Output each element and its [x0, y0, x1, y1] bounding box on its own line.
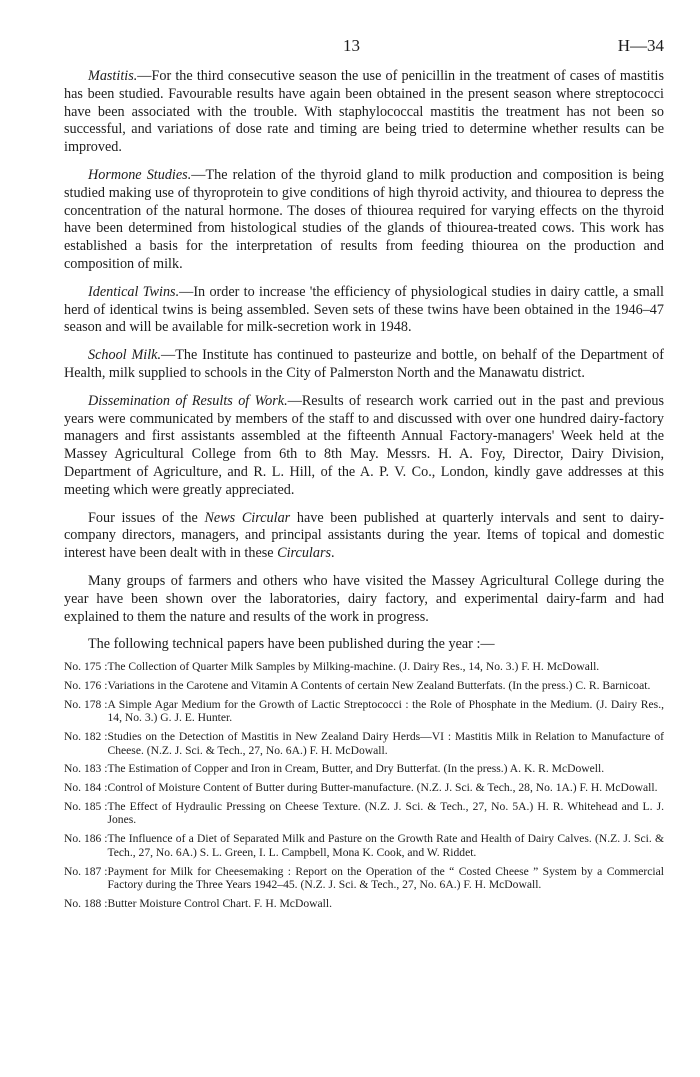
paper-citation: The Estimation of Copper and Iron in Cream, Butter, and Dry Butterfat. (In the press.) A. K. R. McDowell.	[107, 762, 605, 776]
paper-number: No. 175 :	[64, 660, 108, 674]
section-heading: Dissemination of Results of Work.	[88, 392, 288, 409]
list-item	[64, 762, 664, 776]
paper-citation: The Effect of Hydraulic Pressing on Cheese Texture. (N.Z. J. Sci. & Tech., 27, No. 5A.) H. R. Whitehead and L. J. Jones.	[107, 799, 664, 827]
paragraph-text: have been published at quarterly intervals and sent to dairy-company directors, managers, and principal assistants during the year. Items of topical and domestic interest have been dealt with in these	[64, 509, 664, 562]
paper-number: No. 176 :	[64, 678, 108, 692]
papers-list	[64, 660, 664, 911]
section-heading: School Milk.	[88, 347, 161, 364]
document-code: H—34	[617, 36, 664, 55]
paragraph-text: —For the third consecutive season the use of penicillin in the treatment of cases of mastitis has been studied. Favourable results have again been obtained in the present season where streptococci have been associated with the trouble. With staphylococcal mastitis the treatment has not been so successful, and variations of dose rate and timing are being tried to determine whether results can be improved.	[64, 68, 664, 156]
page-header	[64, 30, 664, 58]
paper-number: No. 182 :	[64, 729, 108, 743]
paper-number: No. 186 :	[64, 832, 108, 846]
publication-title: Circulars	[277, 545, 332, 562]
paper-number: No. 184 :	[64, 781, 108, 795]
list-item	[64, 897, 664, 911]
list-item	[64, 660, 664, 674]
list-item	[64, 730, 664, 757]
paper-citation: Payment for Milk for Cheesemaking : Report on the Operation of the “ Costed Cheese ” System by a Commercial Factory during the Three Years 1942–45. (N.Z. J. Sci. & Tech., 27, No. 6A.) F. H. McDowall.	[107, 864, 664, 892]
paper-citation: A Simple Agar Medium for the Growth of Lactic Streptococci : the Role of Phosphate in the Medium. (J. Dairy Res., 14, No. 3.) G. J. E. Hunter.	[107, 697, 664, 725]
paragraph-hormone-studies	[64, 167, 664, 274]
paper-citation: Control of Moisture Content of Butter during Butter-manufacture. (N.Z. J. Sci. & Tech., 28, No. 1A.) F. H. McDowall.	[107, 781, 658, 795]
list-item	[64, 698, 664, 725]
paragraph-text: —Results of research work carried out in the past and previous years were communicated by members of the staff to and discussed with over one hundred dairy-factory managers and first assistants assembled at the fifteenth Annual Factory-managers' Week held at the Massey Agricultural College from 6th to 8th May. Messrs. H. A. Foy, Director, Dairy Division, Department of Agriculture, and R. L. Hill, of the A. P. V. Co., London, kindly gave addresses at this meeting which were greatly appreciated.	[64, 392, 664, 498]
list-item	[64, 781, 664, 795]
paragraph-text: —The relation of the thyroid gland to milk production and composition is being studied making use of thyroprotein to give conditions of high thyroid activity, and thiourea to depress the concentration of the natural hormone. The doses of thiourea required for varying effects on the thyroid have been determined from histological studies of the glands of thiourea-treated cows. This work has established a basis for the interpretation of results from feeding thiourea on the production and composition of milk.	[64, 166, 664, 272]
paragraph-news-circular	[64, 510, 664, 563]
paper-citation: Variations in the Carotene and Vitamin A Contents of certain New Zealand Butterfats. (In the press.) C. R. Barnicoat.	[107, 678, 651, 692]
paper-citation: The Influence of a Diet of Separated Milk and Pasture on the Growth Rate and Health of Dairy Calves. (N.Z. J. Sci. & Tech., 27, No. 6A.) S. L. Green, I. L. Campbell, Mona K. Cook, and W. Riddet.	[107, 832, 664, 859]
paper-number: No. 188 :	[64, 896, 108, 910]
list-item	[64, 800, 664, 827]
paragraph-school-milk	[64, 347, 664, 383]
paper-number: No. 178 :	[64, 697, 108, 711]
paragraph-text: Four issues of the	[88, 509, 205, 526]
papers-intro: The following technical papers have been published during the year :—	[88, 636, 495, 653]
paper-citation: Studies on the Detection of Mastitis in New Zealand Dairy Herds—VI : Mastitis Milk in Relation to Manufacture of Cheese. (N.Z. J. Sci. & Tech., 27, No. 6A.) F. H. McDowall.	[107, 729, 664, 757]
paragraph-text: —In order to increase 'the efficiency of physiological studies in dairy cattle, a small herd of identical twins is being assembled. Seven sets of these twins have been obtained in the 1946–47 season and will be available for milk-secretion work in 1948.	[64, 283, 664, 336]
paragraph-identical-twins	[64, 284, 664, 337]
paper-citation: Butter Moisture Control Chart. F. H. McDowall.	[107, 896, 332, 910]
paragraph-mastitis	[64, 68, 664, 157]
list-item	[64, 679, 664, 693]
paper-number: No. 183 :	[64, 762, 108, 776]
publication-title: News Circular	[204, 509, 291, 526]
section-heading: Mastitis.	[88, 68, 138, 84]
page-number: 13	[343, 36, 360, 55]
list-item	[64, 832, 664, 859]
paragraph-visitors: Many groups of farmers and others who have visited the Massey Agricultural College during the year have been shown over the laboratories, dairy factory, and experimental dairy-farm and had explained to them the nature and results of the work in progress.	[64, 572, 664, 625]
paragraph-text: .	[331, 545, 335, 562]
paper-number: No. 187 :	[64, 864, 108, 878]
list-item	[64, 865, 664, 892]
section-heading: Identical Twins.	[88, 283, 180, 300]
paragraph-text: —The Institute has continued to pasteurize and bottle, on behalf of the Department of Health, milk supplied to schools in the City of Palmerston North and the Manawatu district.	[64, 347, 664, 381]
paragraph-dissemination	[64, 393, 664, 500]
section-heading: Hormone Studies.	[88, 166, 192, 183]
paper-citation: The Collection of Quarter Milk Samples by Milking-machine. (J. Dairy Res., 14, No. 3.) F. H. McDowall.	[107, 660, 600, 674]
paper-number: No. 185 :	[64, 799, 108, 813]
